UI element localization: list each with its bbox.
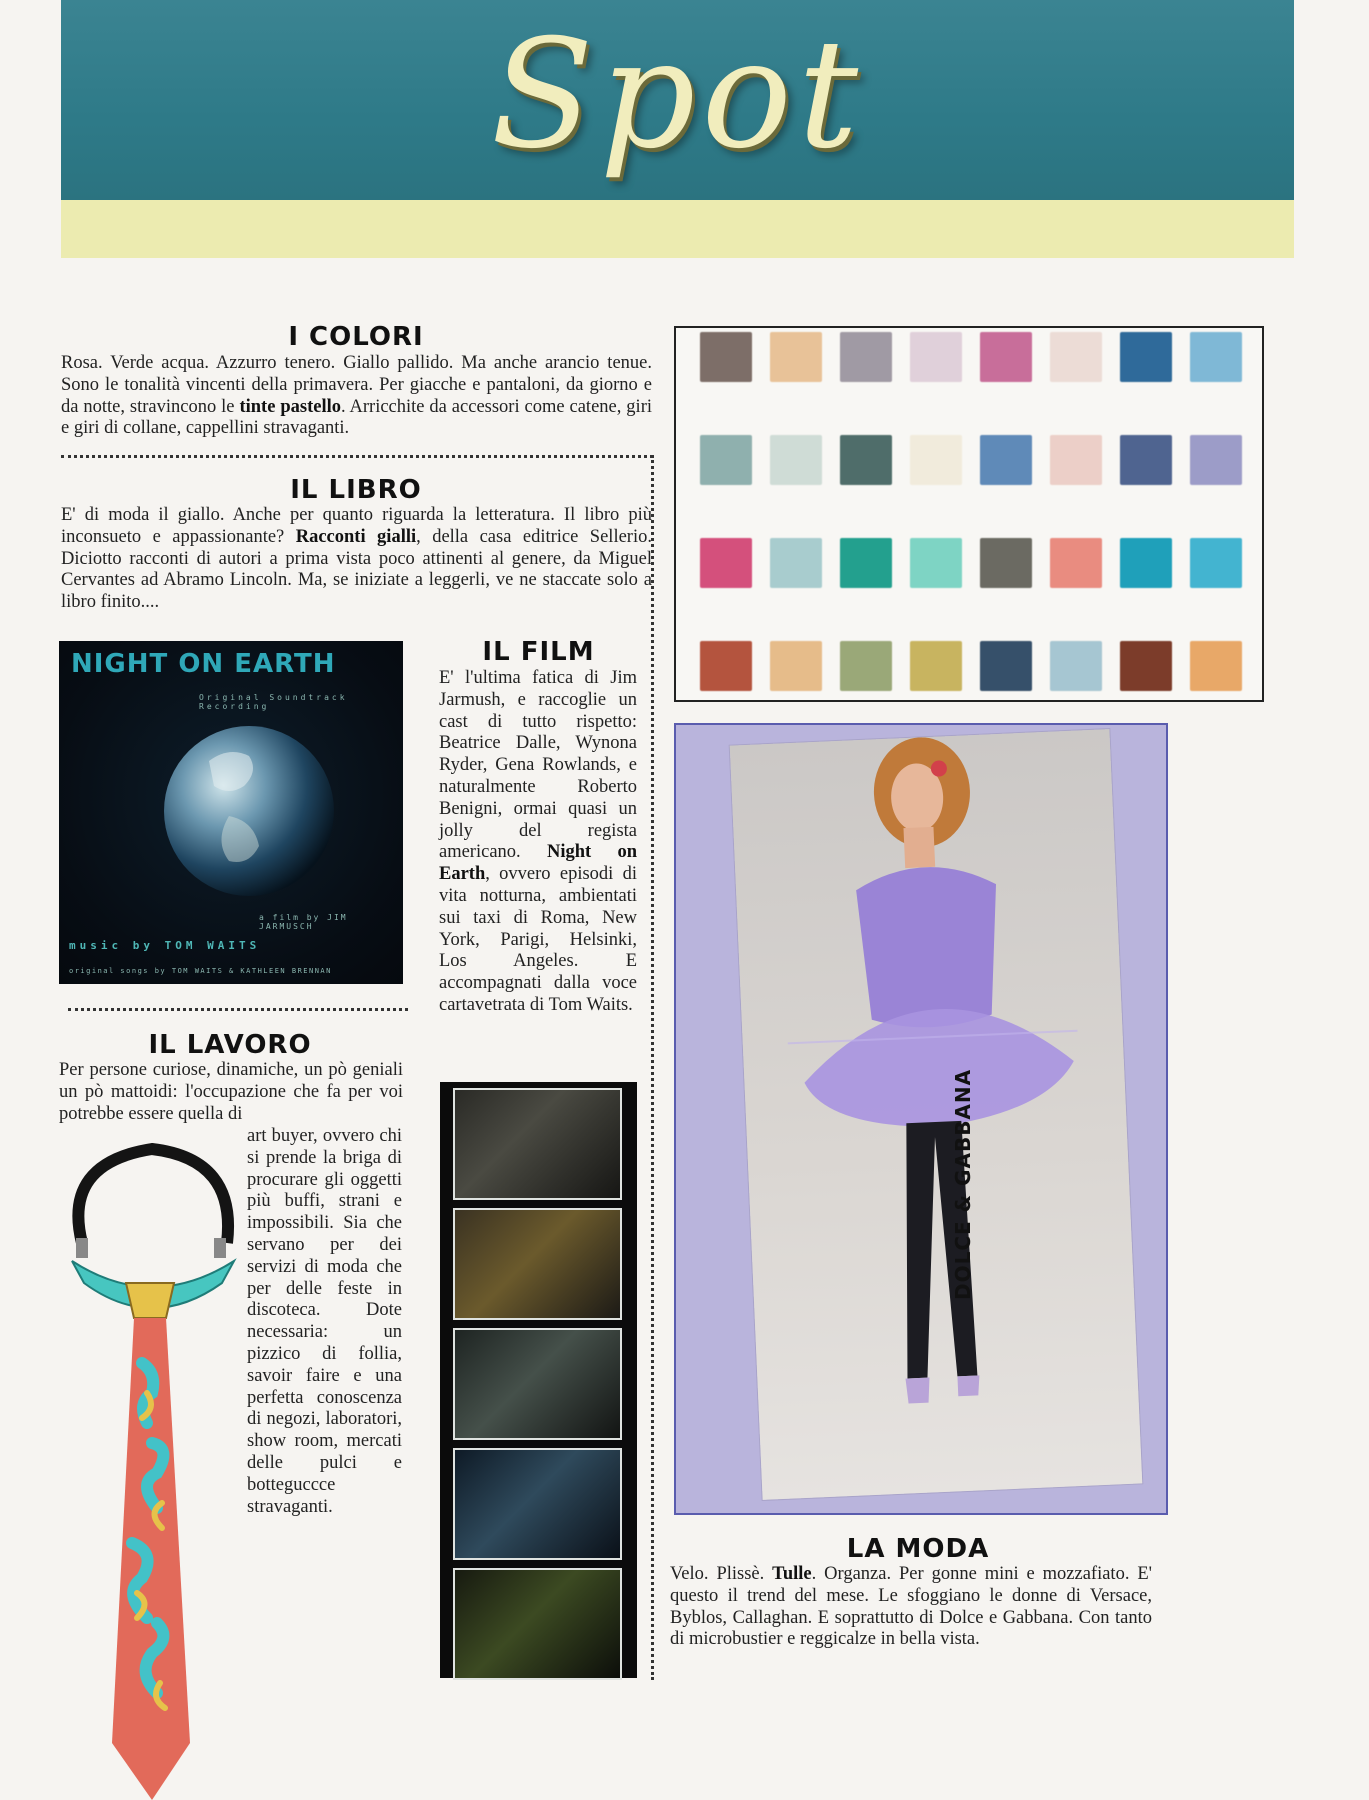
colour-swatch: [1120, 538, 1172, 588]
banner-yellow-band: [61, 200, 1294, 258]
album-film-credit: a film by JIM JARMUSCH: [259, 913, 348, 931]
novelty-tie-image: [62, 1143, 242, 1800]
colour-swatch: [1190, 538, 1242, 588]
fashion-photo-frame: [674, 723, 1168, 1515]
album-music-credit: music by TOM WAITS: [69, 939, 261, 952]
colour-swatch: [700, 538, 752, 588]
film-heading: IL FILM: [482, 637, 595, 667]
album-title: NIGHT ON EARTH: [71, 649, 336, 679]
film-still: [453, 1208, 622, 1320]
colour-swatch: [1050, 641, 1102, 691]
film-still: [453, 1448, 622, 1560]
album-songs-credit: original songs by TOM WAITS & KATHLEEN BRENNAN: [69, 967, 332, 975]
pastel-colour-palette: [674, 326, 1264, 702]
film-stills-strip: [440, 1082, 637, 1678]
film-still: [453, 1568, 622, 1680]
moda-heading: LA MODA: [846, 1534, 990, 1564]
film-still: [453, 1088, 622, 1200]
night-on-earth-album-cover: [59, 641, 403, 984]
colori-text: Rosa. Verde acqua. Azzurro tenero. Giallo pallido. Ma anche arancio tenue. Sono le tonalità vincenti della primavera. Per giacche e pantaloni, da giorno e da notte, stravincono le tinte pastello. Arricchite da accessori come catene, giri e giri di collane, cappellini stravaganti.: [61, 353, 652, 439]
colour-swatch: [980, 641, 1032, 691]
colour-swatch: [980, 435, 1032, 485]
colour-swatch: [980, 538, 1032, 588]
colour-swatch: [1050, 332, 1102, 382]
colour-swatch: [840, 332, 892, 382]
earth-globe-image: [59, 641, 403, 984]
designer-label: DOLCE & GABBANA: [951, 1068, 975, 1300]
colour-swatch: [770, 538, 822, 588]
spot-banner: [61, 0, 1294, 258]
lavoro-heading: IL LAVORO: [148, 1030, 312, 1060]
section-divider: [68, 1008, 408, 1011]
colour-swatch: [700, 641, 752, 691]
libro-heading: IL LIBRO: [290, 475, 422, 505]
film-text: E' l'ultima fatica di Jim Jarmush, e raccoglie un cast di tutto rispetto: Beatrice Dalle, Wynona Ryder, Gena Rowlands, e naturalmente Roberto Benigni, ormai quasi un jolly del regista americano. Night on Earth, ovvero episodi di vita notturna, ambientati sui taxi di Roma, New York, Parigi, Helsinki, Los Angeles. E accompagnati dalla voce cartavetrata di Tom Waits.: [439, 668, 637, 1015]
colour-swatch: [1050, 538, 1102, 588]
section-divider: [61, 455, 653, 458]
colour-swatch: [1120, 641, 1172, 691]
album-subtitle: Original Soundtrack Recording: [199, 693, 348, 711]
colour-swatch: [1190, 332, 1242, 382]
page-title: Spot: [490, 8, 865, 182]
colori-heading: I COLORI: [288, 322, 424, 352]
colour-swatch: [1050, 435, 1102, 485]
film-still: [453, 1328, 622, 1440]
lavoro-text-side: art buyer, ovvero chi si prende la briga di procurare gli oggetti più buffi, strani e impossibili. Sia che servano per dei servizi di moda che per delle feste in discoteca. Dote necessaria: un pizzico di follia, savoir faire e una perfetta conoscenza di negozi, laboratori, show room, mercati delle pulci e botteguccce stravaganti.: [247, 1126, 402, 1517]
colour-swatch: [700, 332, 752, 382]
colour-swatch: [980, 332, 1032, 382]
column-divider: [651, 455, 654, 1680]
colour-swatch: [910, 538, 962, 588]
colour-swatch: [840, 435, 892, 485]
colour-swatch: [1190, 641, 1242, 691]
runway-model-photo: [730, 729, 1143, 1500]
colour-swatch: [770, 332, 822, 382]
runway-model-figure: [730, 729, 1143, 1500]
colour-swatch: [1190, 435, 1242, 485]
colour-swatch: [770, 435, 822, 485]
colour-swatch: [910, 641, 962, 691]
libro-text: E' di moda il giallo. Anche per quanto riguarda la letteratura. Il libro più inconsueto e appassionante? Racconti gialli, della casa editrice Sellerio. Diciotto racconti di autori a prima vista poco attinenti al genere, da Miguel Cervantes ad Abramo Lincoln. Ma, se iniziate a leggerli, ve ne staccate solo a libro finito....: [61, 505, 652, 613]
colour-swatch: [1120, 332, 1172, 382]
colour-swatch: [910, 332, 962, 382]
colour-swatch: [700, 435, 752, 485]
colour-swatch: [840, 641, 892, 691]
colour-swatch: [840, 538, 892, 588]
colour-swatch: [1120, 435, 1172, 485]
colour-swatch: [770, 641, 822, 691]
lavoro-text-top: Per persone curiose, dinamiche, un pò geniali un pò mattoidi: l'occupazione che fa per voi potrebbe essere quella di: [59, 1060, 403, 1124]
colour-swatch: [910, 435, 962, 485]
moda-text: Velo. Plissè. Tulle. Organza. Per gonne mini e mozzafiato. E' questo il trend del mese. Le sfoggiano le donne di Versace, Byblos, Callaghan. E soprattutto di Dolce e Gabbana. Con tanto di microbustier e reggicalze in bella vista.: [670, 1564, 1152, 1650]
